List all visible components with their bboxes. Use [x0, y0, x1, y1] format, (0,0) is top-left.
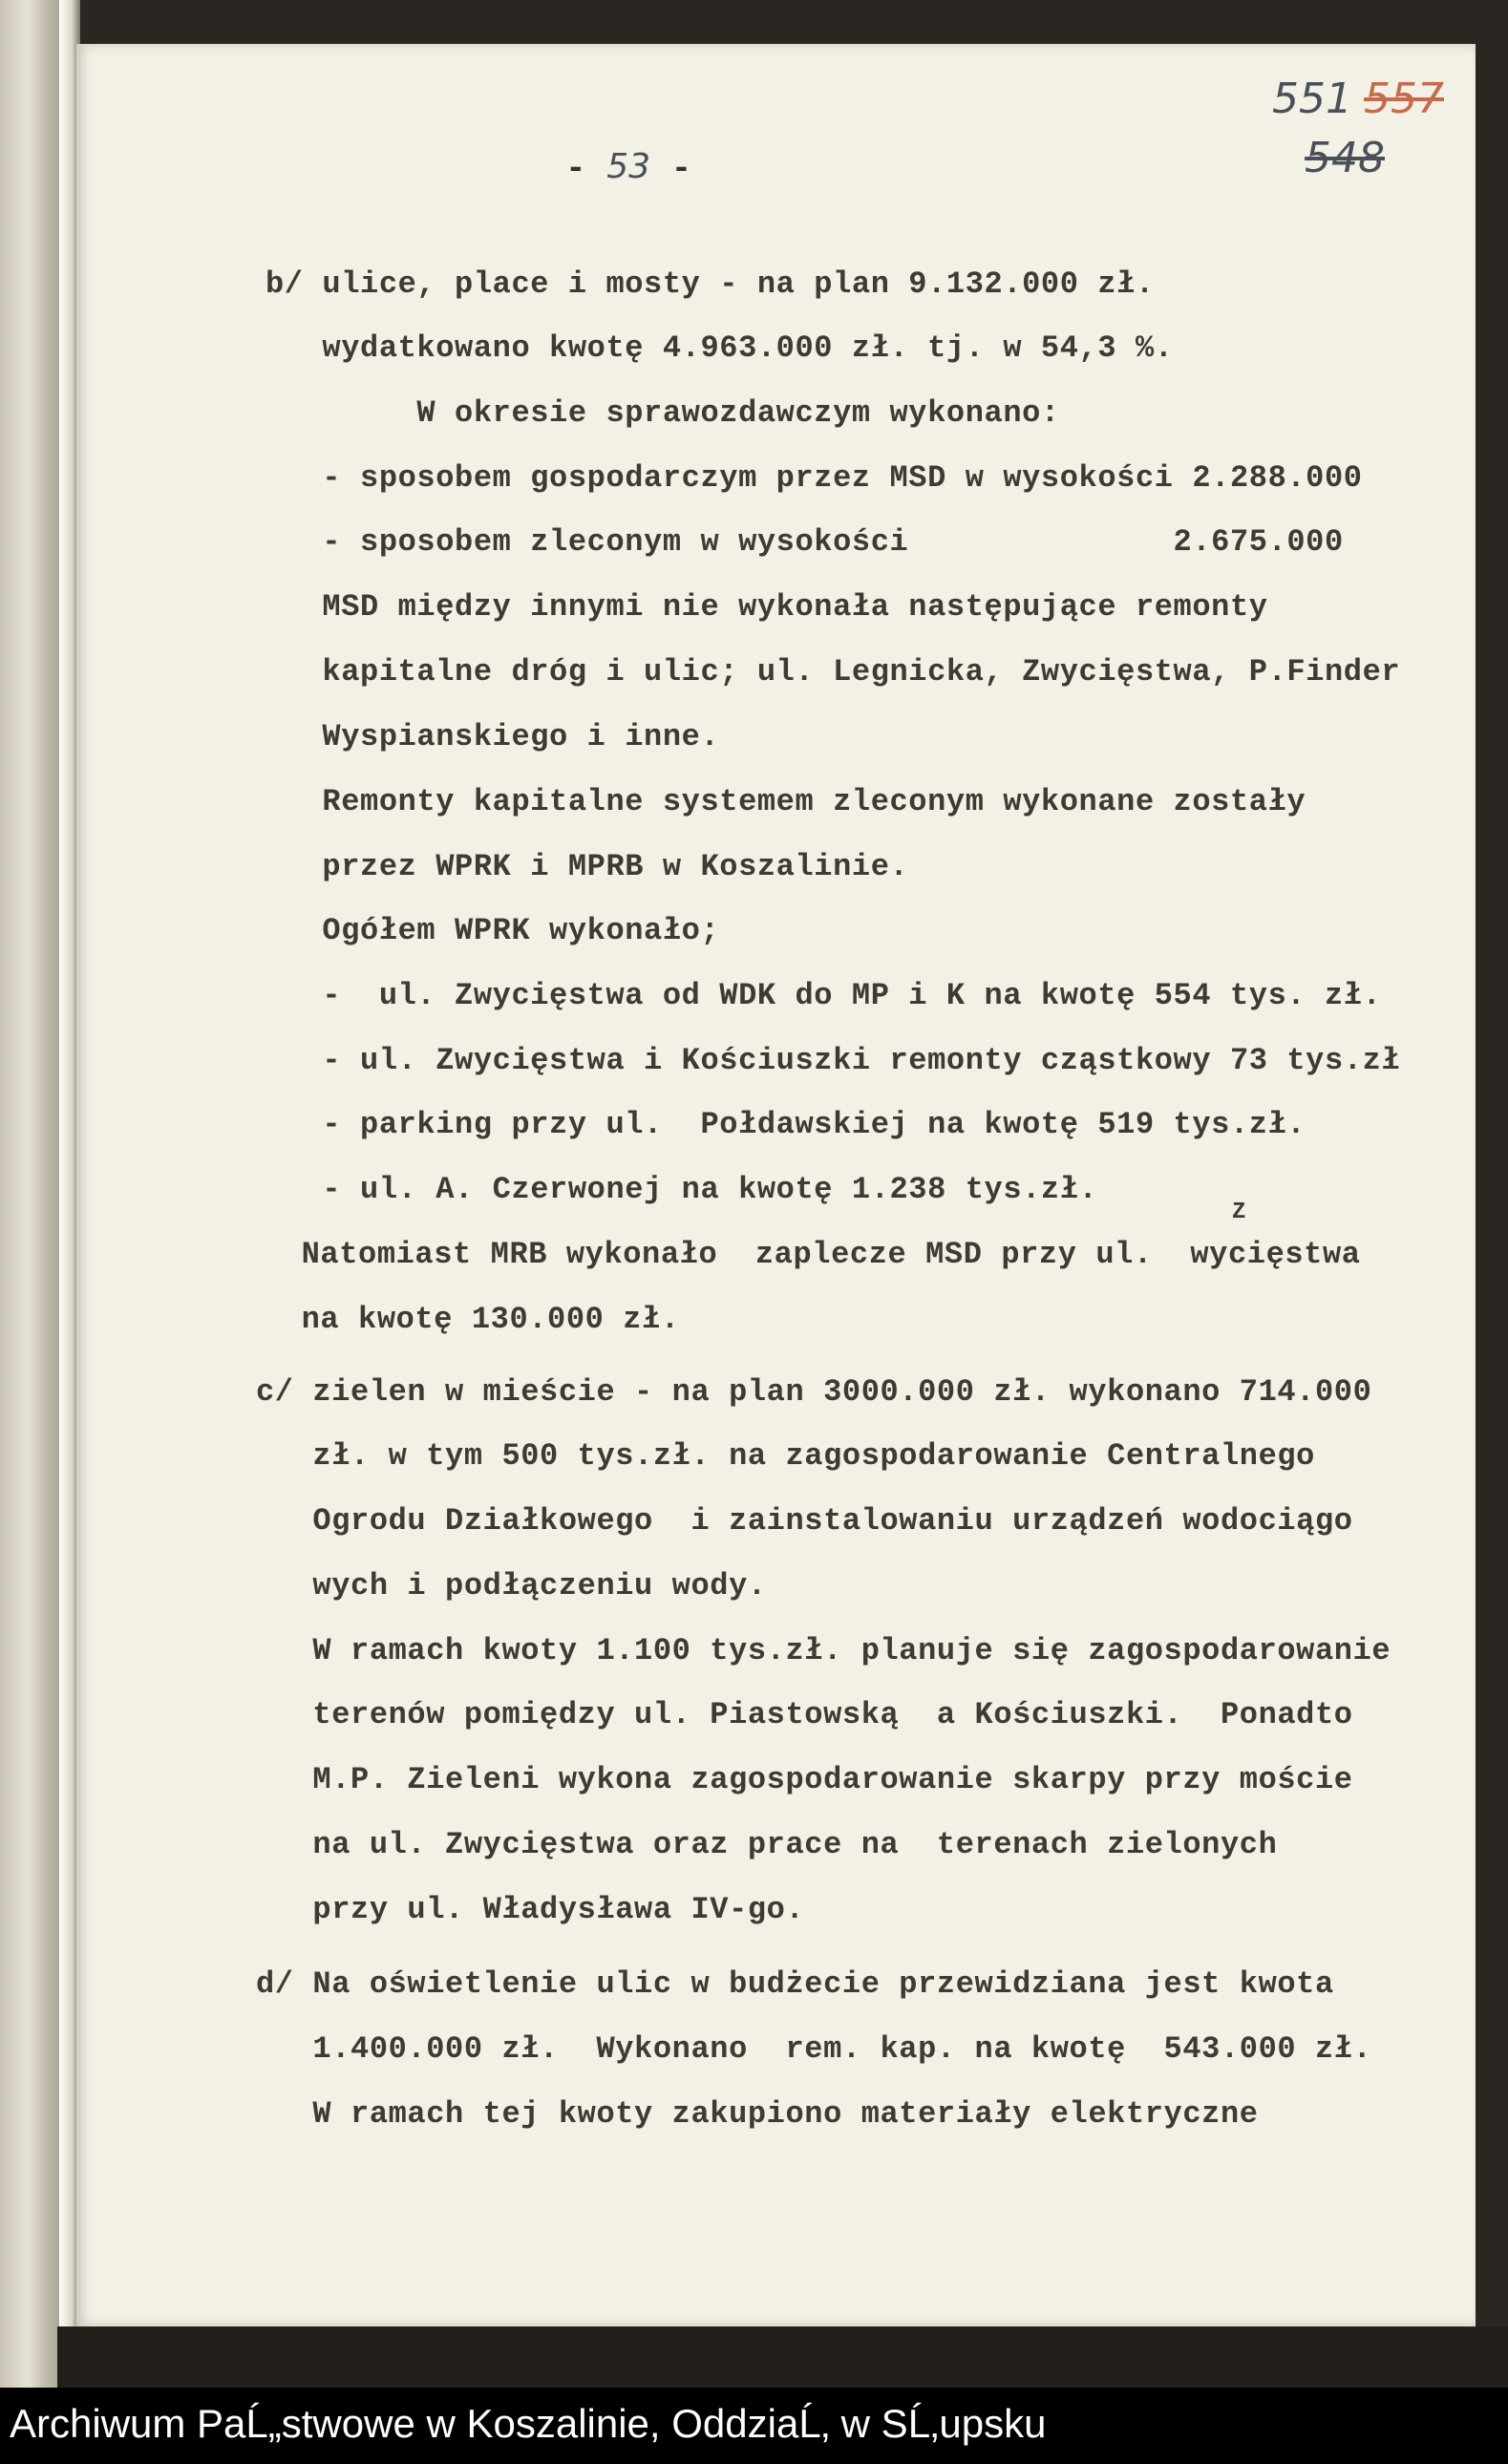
text-line: Remonty kapitalne systemem zleconym wykonane zostały [265, 784, 1306, 819]
text-line: zł. w tym 500 tys.zł. na zagospodarowanie Centralnego [256, 1438, 1315, 1474]
text-line: - sposobem gospodarczym przez MSD w wysokości 2.288.000 [265, 460, 1363, 496]
text-line: d/ Na oświetlenie ulic w budżecie przewidziana jest kwota [256, 1966, 1334, 2002]
text-line: MSD między innymi nie wykonała następujące remonty [265, 589, 1268, 625]
text-line: W ramach tej kwoty zakupiono materiały elektryczne [256, 2096, 1259, 2132]
text-line: - ul. Zwycięstwa od WDK do MP i K na kwotę 554 tys. zł. [265, 978, 1382, 1013]
text-line: 1.400.000 zł. Wykonano rem. kap. na kwotę 543.000 zł. [256, 2031, 1372, 2067]
archive-footer-text: Archiwum PaĹ„stwowe w Koszalinie, OddziaĹ‚ w SĹ‚upsku [10, 2401, 1047, 2446]
text-line: Natomiast MRB wykonało zaplecze MSD przy ul. wycięstwa [264, 1237, 1361, 1272]
overtype-letter: Z [1232, 1200, 1246, 1225]
text-line: na kwotę 130.000 zł. [264, 1302, 680, 1337]
page-number-dash-right: - [670, 149, 692, 188]
text-line: b/ ulice, place i mosty - na plan 9.132.000 zł. [265, 266, 1155, 302]
text-line: Ogółem WPRK wykonało; [265, 913, 720, 948]
folio-current: 551 [1272, 74, 1352, 123]
text-line: terenów pomiędzy ul. Piastowską a Kościuszki. Ponadto [256, 1697, 1353, 1732]
text-line: kapitalne dróg i ulic; ul. Legnicka, Zwycięstwa, P.Finder [265, 654, 1401, 690]
text-line: Ogrodu Działkowego i zainstalowaniu urządzeń wodociągo [256, 1503, 1353, 1539]
text-line: przy ul. Władysława IV-go. [256, 1892, 805, 1927]
folio-struck-red: 557 [1364, 74, 1444, 123]
text-line: - sposobem zleconym w wysokości 2.675.000 [265, 524, 1344, 560]
text-line: przez WPRK i MPRB w Koszalinie. [265, 849, 909, 884]
text-line: - ul. A. Czerwonej na kwotę 1.238 tys.zł. [265, 1172, 1098, 1207]
text-line: wydatkowano kwotę 4.963.000 zł. tj. w 54,3 %. [265, 330, 1174, 366]
archive-footer [0, 2388, 1508, 2464]
text-line: - parking przy ul. Połdawskiej na kwotę 519 tys.zł. [265, 1107, 1306, 1142]
scan-background [57, 2326, 1508, 2388]
page-number-value: 53 [606, 147, 651, 186]
text-line: W okresie sprawozdawczym wykonano: [265, 395, 1060, 431]
text-line: na ul. Zwycięstwa oraz prace na terenach zielonych [256, 1827, 1278, 1862]
folio-struck-grey: 548 [1305, 134, 1385, 182]
text-line: M.P. Zieleni wykona zagospodarowanie skarpy przy moście [256, 1762, 1353, 1797]
page-number [565, 147, 691, 188]
page-number-dash-left: - [565, 149, 586, 188]
text-line: W ramach kwoty 1.100 tys.zł. planuje się zagospodarowanie [256, 1633, 1391, 1668]
text-line: Wyspianskiego i inne. [265, 719, 720, 754]
text-line: c/ zielen w mieście - na plan 3000.000 zł. wykonano 714.000 [256, 1374, 1372, 1410]
text-line: wych i podłączeniu wody. [256, 1568, 767, 1604]
text-line: - ul. Zwycięstwa i Kościuszki remonty cząstkowy 73 tys.zł [265, 1043, 1401, 1078]
